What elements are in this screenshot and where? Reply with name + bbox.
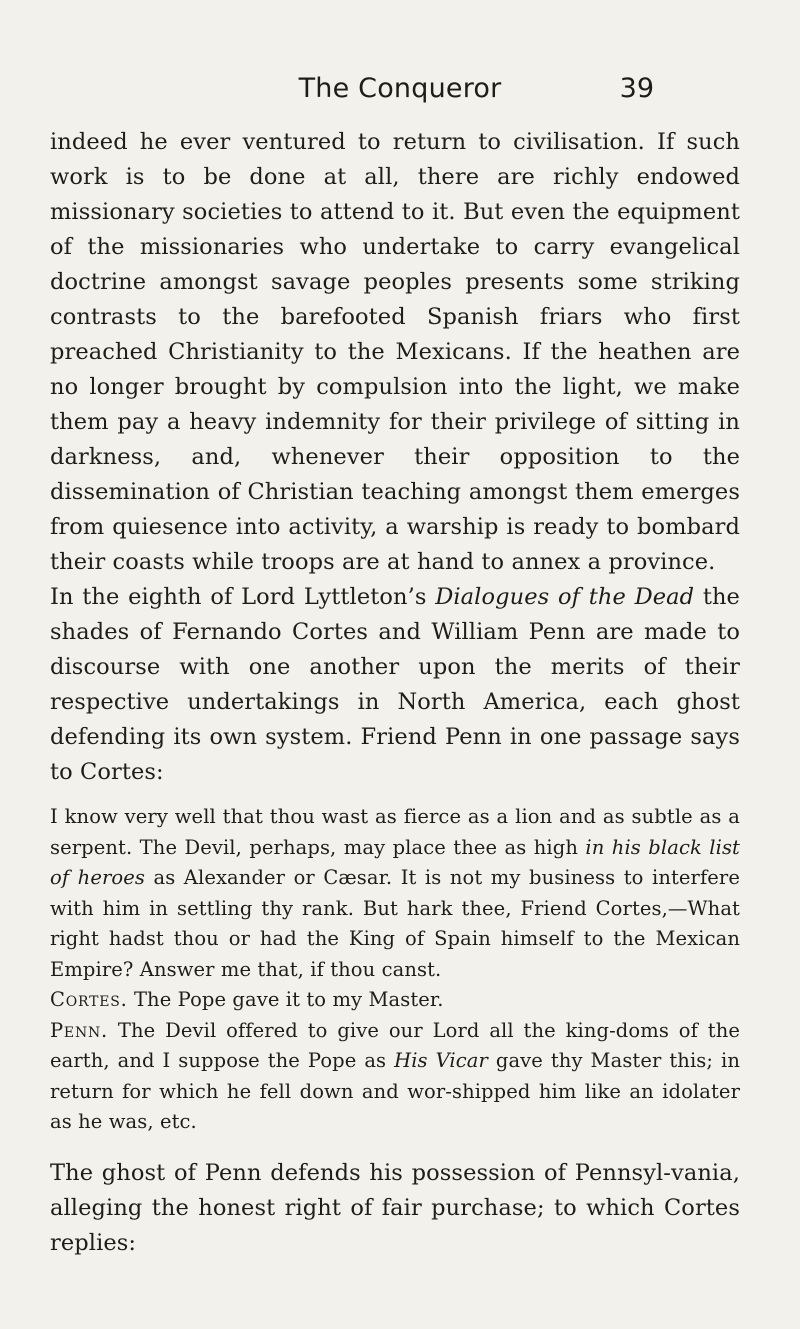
book-title-italic: Dialogues of the Dead	[435, 584, 695, 610]
quote-penn-speech	[50, 802, 740, 985]
paragraph-text: In the eighth of Lord Lyttleton’s	[50, 584, 436, 610]
body-text	[50, 125, 740, 1261]
quote-text: gave thy Master this; in return for which he fell down and wor-shipped him like an idolater as he was, etc.	[50, 1049, 740, 1133]
quote-italic: in his black list of heroes	[50, 835, 740, 889]
quote-cortes-reply	[50, 985, 740, 1016]
paragraph-penn-defends: The ghost of Penn defends his possession of Pennsyl-vania, alleging the honest right of fair purchase; to which Cortes replies:	[50, 1159, 740, 1256]
speaker-penn: Penn.	[50, 1018, 109, 1042]
quote-text: I know very well that thou wast as fierce as a lion and as subtle as a serpent. The Devil, perhaps, may place thee as high	[50, 805, 740, 859]
quote-text: The Devil offered to give our Lord all the king-doms of the earth, and I suppose the Pope as	[50, 1018, 740, 1072]
paragraph-lyttleton-dialogues	[50, 580, 740, 790]
quote-italic: His Vicar	[394, 1049, 488, 1072]
quote-penn-reply	[50, 1016, 740, 1138]
quote-text: The Pope gave it to my Master.	[127, 988, 444, 1011]
paragraph-text: the shades of Fernando Cortes and William Penn are made to discourse with one another upon the merits of their respective undertakings in North America, each ghost defending its own system. Friend Penn in one passage says to Cortes:	[50, 584, 740, 785]
quote-text: as Alexander or Cæsar. It is not my business to interfere with him in settling thy rank. But hark thee, Friend Cortes,—What right hadst thou or had the King of Spain himself to the Mexican Empire? Answer me that, if thou canst.	[50, 866, 740, 981]
speaker-cortes: Cortes.	[50, 988, 128, 1011]
page-number: 39	[619, 73, 654, 104]
paragraph-civilisation: indeed he ever ventured to return to civilisation. If such work is to be done at all, there are richly endowed missionary societies to attend to it. But even the equipment of the missionaries who undertake to carry evangelical doctrine amongst savage peoples presents some striking contrasts to the barefooted Spanish friars who first preached Christianity to the Mexicans. If the heathen are no longer brought by compulsion into the light, we make them pay a heavy indemnity for their privilege of sitting in darkness, and, whenever their opposition to the dissemination of Christian teaching amongst them emerges from quiesence into activity, a warship is ready to bombard their coasts while troops are at hand to annex a province.	[50, 129, 740, 575]
running-head	[0, 73, 800, 113]
block-quote	[50, 802, 740, 1138]
running-title: The Conqueror	[298, 73, 502, 104]
